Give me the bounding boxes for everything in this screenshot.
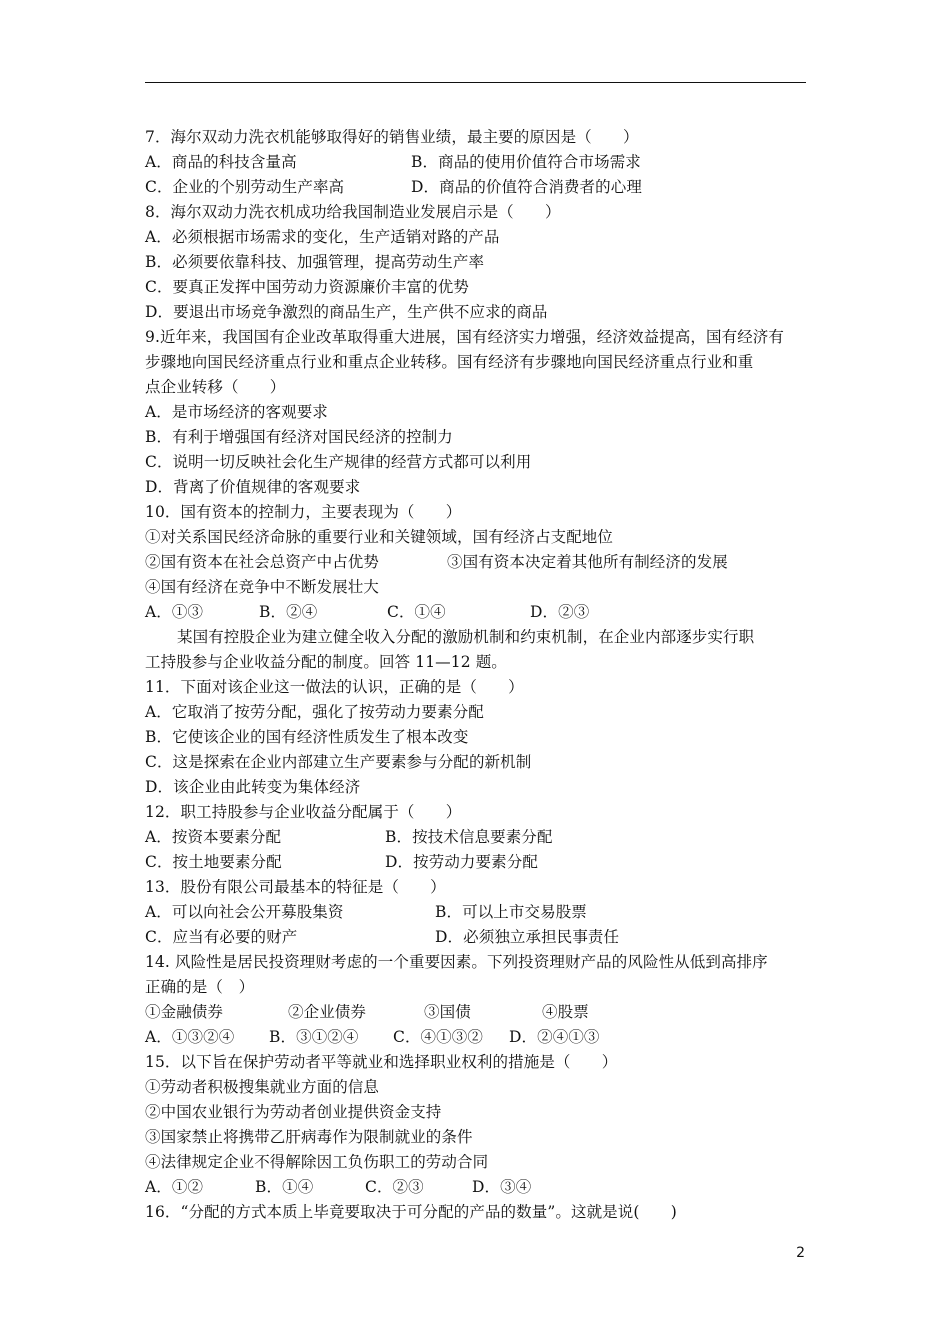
text-line: 点企业转移（ ） [145, 378, 286, 396]
text-line: 正确的是（ ） [145, 978, 255, 996]
option-text: D．商品的价值符合消费者的心理 [411, 178, 642, 196]
text-line: ②中国农业银行为劳动者创业提供资金支持 [145, 1103, 442, 1121]
option-text: B．可以上市交易股票 [435, 903, 587, 921]
text-line [145, 900, 810, 925]
option-text: C．企业的个别劳动生产率高 [145, 178, 345, 196]
header-rule [145, 82, 806, 83]
option-text: ①金融债券 [145, 1003, 224, 1021]
option-text: D．按劳动力要素分配 [385, 853, 538, 871]
text-line: B．它使该企业的国有经济性质发生了根本改变 [145, 728, 469, 746]
text-line: A．它取消了按劳分配，强化了按劳动力要素分配 [145, 703, 484, 721]
text-line: ④国有经济在竞争中不断发展壮大 [145, 578, 380, 596]
option-text: C．①④ [387, 603, 446, 621]
text-line [145, 150, 810, 175]
text-line: A．必须根据市场需求的变化，生产适销对路的产品 [145, 228, 500, 246]
text-line [145, 1000, 810, 1025]
option-text: ②企业债券 [288, 1003, 367, 1021]
text-line: 7．海尔双动力洗衣机能够取得好的销售业绩，最主要的原因是（ ） [145, 128, 639, 146]
text-line: 工持股参与企业收益分配的制度。回答 11—12 题。 [145, 653, 507, 671]
text-line: ①劳动者积极搜集就业方面的信息 [145, 1078, 380, 1096]
option-text: ②国有资本在社会总资产中占优势 [145, 553, 380, 571]
text-line: 步骤地向国民经济重点行业和重点企业转移。国有经济有步骤地向国民经济重点行业和重 [145, 353, 754, 371]
option-text: D．③④ [472, 1178, 532, 1196]
option-text: A．①③②④ [145, 1028, 235, 1046]
text-line: 某国有控股企业为建立健全收入分配的激励机制和约束机制，在企业内部逐步实行职 [177, 628, 755, 646]
option-text: C．按土地要素分配 [145, 853, 282, 871]
text-line: A．是市场经济的客观要求 [145, 403, 328, 421]
option-text: A．按资本要素分配 [145, 828, 282, 846]
text-line: ①对关系国民经济命脉的重要行业和关键领域，国有经济占支配地位 [145, 528, 614, 546]
text-line: D．要退出市场竞争激烈的商品生产，生产供不应求的商品 [145, 303, 548, 321]
text-line: D．背离了价值规律的客观要求 [145, 478, 361, 496]
text-line: 11．下面对该企业这一做法的认识，正确的是（ ） [145, 678, 524, 696]
text-line [145, 850, 810, 875]
option-text: C．④①③② [393, 1028, 483, 1046]
option-text: A．①② [145, 1178, 204, 1196]
page-number: 2 [796, 1245, 805, 1261]
option-text: C．②③ [365, 1178, 424, 1196]
option-text: ④股票 [542, 1003, 589, 1021]
text-line: ③国家禁止将携带乙肝病毒作为限制就业的条件 [145, 1128, 473, 1146]
text-line: 14. 风险性是居民投资理财考虑的一个重要因素。下列投资理财产品的风险性从低到高排序 [145, 953, 768, 971]
option-text: A．商品的科技含量高 [145, 153, 297, 171]
text-line: B．必须要依靠科技、加强管理，提高劳动生产率 [145, 253, 485, 271]
option-text: ③国债 [424, 1003, 471, 1021]
text-line: 8．海尔双动力洗衣机成功给我国制造业发展启示是（ ） [145, 203, 561, 221]
text-line: D．该企业由此转变为集体经济 [145, 778, 361, 796]
document-body [145, 125, 810, 1225]
text-line: B．有利于增强国有经济对国民经济的控制力 [145, 428, 453, 446]
text-line: 12．职工持股参与企业收益分配属于（ ） [145, 803, 462, 821]
option-text: ③国有资本决定着其他所有制经济的发展 [447, 553, 728, 571]
option-text: B．按技术信息要素分配 [385, 828, 553, 846]
option-text: D．②③ [530, 603, 590, 621]
text-line [145, 550, 810, 575]
text-line: C．这是探索在企业内部建立生产要素参与分配的新机制 [145, 753, 532, 771]
text-line [145, 600, 810, 625]
text-line: 10．国有资本的控制力，主要表现为（ ） [145, 503, 462, 521]
text-line [145, 825, 810, 850]
option-text: C．应当有必要的财产 [145, 928, 298, 946]
option-text: B．①④ [255, 1178, 314, 1196]
option-text: B．②④ [259, 603, 318, 621]
option-text: B．③①②④ [269, 1028, 359, 1046]
text-line: C．要真正发挥中国劳动力资源廉价丰富的优势 [145, 278, 469, 296]
text-line [145, 1025, 810, 1050]
text-line: C．说明一切反映社会化生产规律的经营方式都可以利用 [145, 453, 532, 471]
text-line: 15．以下旨在保护劳动者平等就业和选择职业权利的措施是（ ） [145, 1053, 618, 1071]
option-text: D．必须独立承担民事责任 [435, 928, 620, 946]
option-text: B．商品的使用价值符合市场需求 [411, 153, 641, 171]
text-line: ④法律规定企业不得解除因工负伤职工的劳动合同 [145, 1153, 489, 1171]
text-line: 9.近年来，我国国有企业改革取得重大进展，国有经济实力增强，经济效益提高，国有经济有 [145, 328, 784, 346]
text-line [145, 175, 810, 200]
text-line: 16．“分配的方式本质上毕竟要取决于可分配的产品的数量”。这就是说( ) [145, 1203, 677, 1221]
text-line [145, 925, 810, 950]
option-text: D．②④①③ [509, 1028, 600, 1046]
text-line [145, 1175, 810, 1200]
option-text: A．①③ [145, 603, 204, 621]
text-line: 13．股份有限公司最基本的特征是（ ） [145, 878, 446, 896]
option-text: A．可以向社会公开募股集资 [145, 903, 344, 921]
